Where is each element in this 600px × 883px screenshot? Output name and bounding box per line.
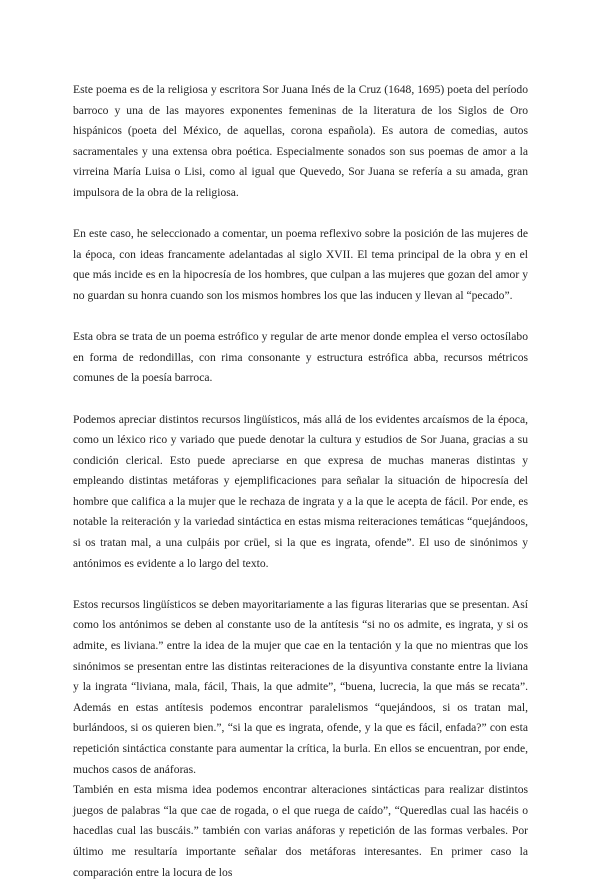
paragraph-syntactic-alterations: También en esta misma idea podemos encontrar alteraciones sintácticas para realizar distintos juegos de palabras “la que cae de rogada, o el que ruega de caído”, “Queredlas cual las hacéis o hacedlas cual las buscáis.” también con varias anáforas y repetición de las formas verbales. Por último me resultaría importante señalar dos metáforas interesantes. En primer caso la comparación entre la locura de los: [73, 783, 528, 879]
paragraph-metrics: Esta obra se trata de un poema estrófico y regular de arte menor donde emplea el verso octosílabo en forma de redondillas, con rima consonante y estructura estrófica abba, recursos métricos comunes de la poesía barroca.: [73, 330, 528, 385]
paragraph-literary-figures: Estos recursos lingüísticos se deben mayoritariamente a las figuras literarias que se presentan. Así como los antónimos se deben al constante uso de la antítesis “si no os admite, es ingrata, y si os admite, es liviana.” entre la idea de la mujer que cae en la tentación y la que no mientras que los sinónimos se presentan entre las distintas reiteraciones de la disyuntiva constante entre la liviana y la ingrata “liviana, mala, fácil, Thais, la que admite”, “buena, lucrecia, la que más se recata”. Además en estas antítesis podemos encontrar paralelismos “quejándoos, si os tratan mal, burlándoos, si os quieren bien.”, “si la que es ingrata, ofende, y la que es fácil, enfada?” con esta repetición sintáctica constante para aumentar la crítica, la burla. En ellos se encuentran, por ende, muchos casos de anáforas.: [73, 597, 528, 776]
document-body: [73, 80, 528, 883]
paragraph-theme: En este caso, he seleccionado a comentar, un poema reflexivo sobre la posición de las mujeres de la época, con ideas francamente adelantadas al siglo XVII. El tema principal de la obra y en el que más incide es en la hipocresía de los hombres, que culpan a las mujeres que gozan del amor y no guardan su honra cuando son los mismos hombres los que las inducen y llevan al “pecado”.: [73, 227, 528, 302]
paragraph-intro: Este poema es de la religiosa y escritora Sor Juana Inés de la Cruz (1648, 1695) poeta del período barroco y una de las mayores exponentes femeninas de la literatura de los Siglos de Oro hispánicos (poeta del México, de aquellas, corona española). Es autora de comedias, autos sacramentales y una extensa obra poética. Especialmente sonados son sus poemas de amor a la virreina María Luisa o Lisi, como al igual que Quevedo, Sor Juana se refería a su amada, gran impulsora de la obra de la religiosa.: [73, 83, 528, 199]
paragraph-linguistic-resources: Podemos apreciar distintos recursos lingüísticos, más allá de los evidentes arcaísmos de la época, como un léxico rico y variado que puede denotar la cultura y estudios de Sor Juana, gracias a su condición clerical. Esto puede apreciarse en que expresa de muchas maneras distintas y empleando distintas metáforas y ejemplificaciones para señalar la situación de hipocresía del hombre que califica a la mujer que le rechaza de ingrata y a la que le acepta de fácil. Por ende, es notable la reiteración y la variedad sintáctica en estas misma reiteraciones temáticas “quejándoos, si os tratan mal, a una culpáis por crüel, si la que es ingrata, ofende”. El uso de sinónimos y antónimos es evidente a lo largo del texto.: [73, 412, 528, 570]
